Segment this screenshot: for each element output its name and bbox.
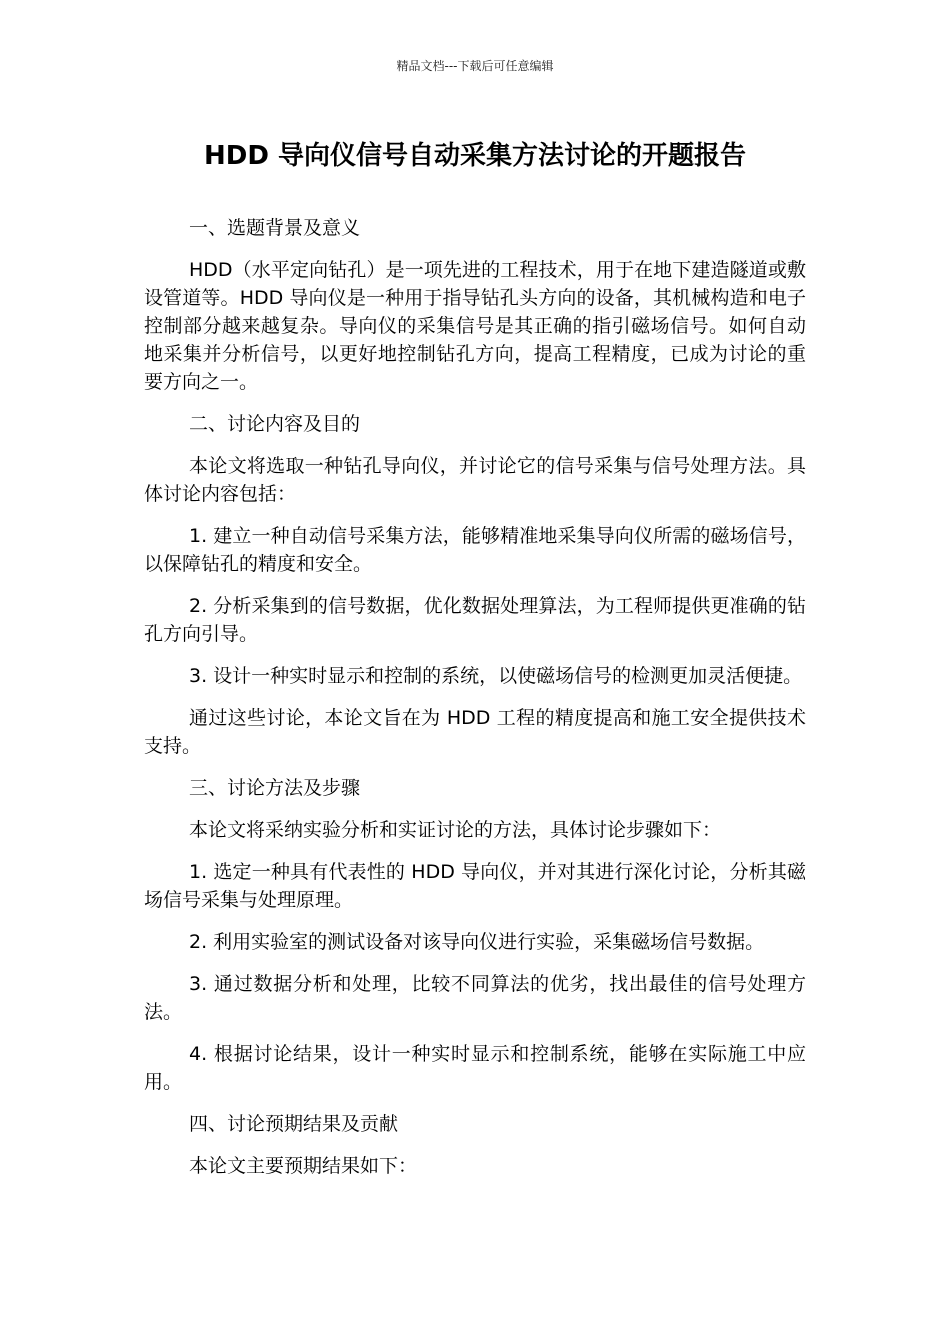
list-item-content-2: 2. 分析采集到的信号数据，优化数据处理算法，为工程师提供更准确的钻孔方向引导。	[144, 595, 806, 645]
paragraph-method-intro: 本论文将采纳实验分析和实证讨论的方法，具体讨论步骤如下：	[189, 819, 722, 841]
section-heading-results: 四、讨论预期结果及贡献	[189, 1113, 399, 1135]
list-item-content-1: 1. 建立一种自动信号采集方法，能够精准地采集导向仪所需的磁场信号，以保障钻孔的精度和安全。	[144, 525, 806, 575]
list-item-method-4: 4. 根据讨论结果，设计一种实时显示和控制系统，能够在实际施工中应用。	[144, 1043, 806, 1093]
section-heading-method: 三、讨论方法及步骤	[189, 777, 361, 799]
document-title: HDD 导向仪信号自动采集方法讨论的开题报告	[204, 141, 746, 171]
paragraph-content-intro: 本论文将选取一种钻孔导向仪，并讨论它的信号采集与信号处理方法。具体讨论内容包括：	[144, 455, 806, 505]
paragraph-content-summary: 通过这些讨论，本论文旨在为 HDD 工程的精度提高和施工安全提供技术支持。	[144, 707, 806, 757]
list-item-content-3: 3. 设计一种实时显示和控制的系统，以使磁场信号的检测更加灵活便捷。	[189, 665, 803, 687]
section-heading-content: 二、讨论内容及目的	[189, 413, 361, 435]
list-item-method-2: 2. 利用实验室的测试设备对该导向仪进行实验，采集磁场信号数据。	[189, 931, 765, 953]
document-body	[144, 214, 806, 1194]
paragraph-results-intro: 本论文主要预期结果如下：	[189, 1155, 418, 1177]
list-item-method-1: 1. 选定一种具有代表性的 HDD 导向仪，并对其进行深化讨论，分析其磁场信号采集与处理原理。	[144, 861, 806, 911]
paragraph-background: HDD（水平定向钻孔）是一项先进的工程技术，用于在地下建造隧道或敷设管道等。HDD 导向仪是一种用于指导钻孔头方向的设备，其机械构造和电子控制部分越来越复杂。导向仪的采集信号是其正确的指引磁场信号。如何自动地采集并分析信号，以更好地控制钻孔方向，提高工程精度，已成为讨论的重要方向之一。	[144, 259, 806, 393]
section-heading-background: 一、选题背景及意义	[189, 217, 361, 239]
page-header: 精品文档---下载后可任意编辑	[396, 59, 554, 73]
list-item-method-3: 3. 通过数据分析和处理，比较不同算法的优劣，找出最佳的信号处理方法。	[144, 973, 806, 1023]
